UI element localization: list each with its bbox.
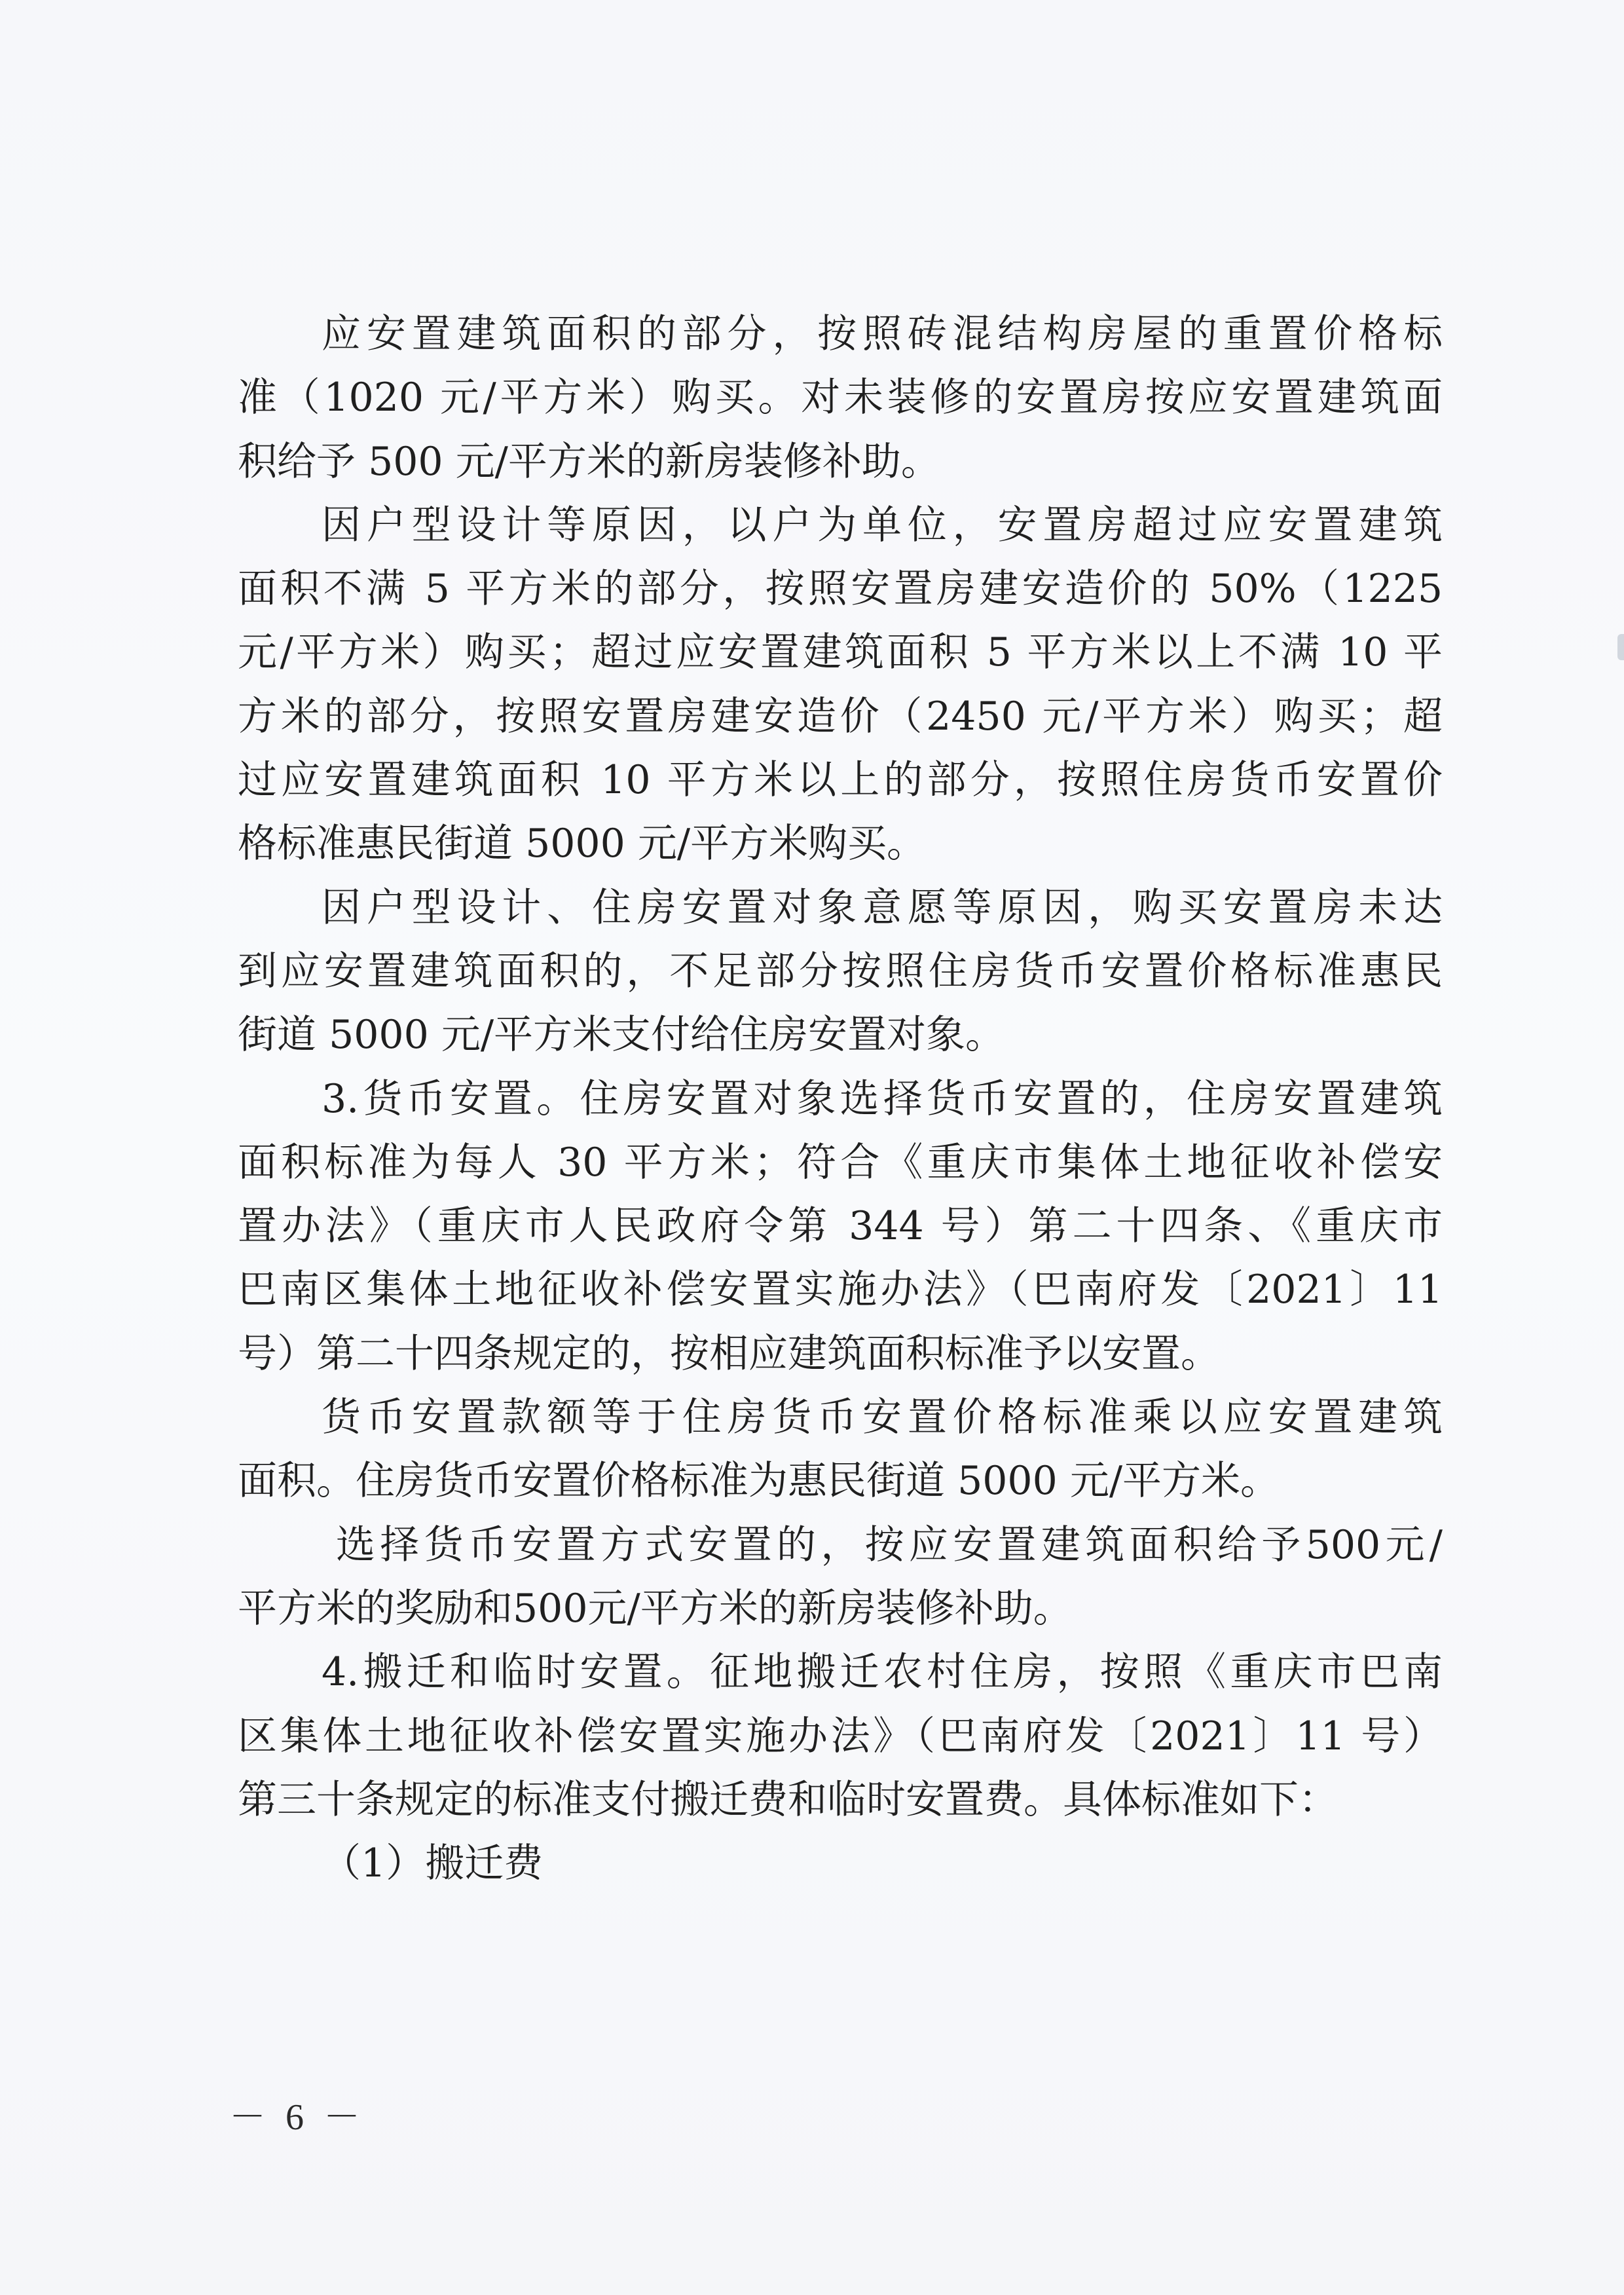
body-line-1: 应安置建筑面积的部分，按照砖混结构房屋的重置价格标 bbox=[322, 311, 1443, 357]
body-line-14: 面积标准为每人 30 平方米；符合《重庆市集体土地征收补偿安 bbox=[238, 1139, 1443, 1185]
body-line-5: 面积不满 5 平方米的部分，按照安置房建安造价的 50%（1225 bbox=[238, 566, 1443, 612]
document-body bbox=[238, 303, 1443, 1895]
page-number: － 6 － bbox=[229, 2097, 365, 2138]
body-line-13: 3.货币安置。住房安置对象选择货币安置的，住房安置建筑 bbox=[322, 1075, 1443, 1122]
body-line-11: 到应安置建筑面积的，不足部分按照住房货币安置价格标准惠民 bbox=[238, 948, 1443, 994]
body-line-21: 平方米的奖励和500元/平方米的新房装修补助。 bbox=[238, 1585, 1073, 1632]
scan-edge-mark bbox=[1617, 634, 1624, 660]
body-line-19: 面积。住房货币安置价格标准为惠民街道 5000 元/平方米。 bbox=[238, 1458, 1280, 1504]
body-line-3: 积给予 500 元/平方米的新房装修补助。 bbox=[238, 438, 940, 485]
body-line-18: 货币安置款额等于住房货币安置价格标准乘以应安置建筑 bbox=[322, 1394, 1443, 1441]
body-line-10: 因户型设计、住房安置对象意愿等原因，购买安置房未达 bbox=[322, 884, 1443, 931]
body-line-20: 选择货币安置方式安置的，按应安置建筑面积给予500元/ bbox=[336, 1521, 1443, 1568]
body-line-6: 元/平方米）购买；超过应安置建筑面积 5 平方米以上不满 10 平 bbox=[238, 629, 1443, 676]
body-line-24: 第三十条规定的标准支付搬迁费和临时安置费。具体标准如下： bbox=[238, 1776, 1338, 1823]
body-line-9: 格标准惠民街道 5000 元/平方米购买。 bbox=[238, 821, 927, 867]
body-line-2: 准（1020 元/平方米）购买。对未装修的安置房按应安置建筑面 bbox=[238, 375, 1443, 421]
body-line-17: 号）第二十四条规定的，按相应建筑面积标准予以安置。 bbox=[238, 1330, 1220, 1377]
body-line-7: 方米的部分，按照安置房建安造价（2450 元/平方米）购买；超 bbox=[238, 693, 1443, 739]
body-line-8: 过应安置建筑面积 10 平方米以上的部分，按照住房货币安置价 bbox=[238, 757, 1443, 804]
body-line-25: （1）搬迁费 bbox=[322, 1840, 544, 1887]
body-line-23: 区集体土地征收补偿安置实施办法》（巴南府发〔2021〕11 号） bbox=[238, 1713, 1443, 1759]
body-line-22: 4.搬迁和临时安置。征地搬迁农村住房，按照《重庆市巴南 bbox=[322, 1649, 1443, 1696]
body-line-15: 置办法》（重庆市人民政府令第 344 号）第二十四条、《重庆市 bbox=[238, 1203, 1443, 1250]
body-line-4: 因户型设计等原因，以户为单位，安置房超过应安置建筑 bbox=[322, 502, 1443, 548]
body-line-12: 街道 5000 元/平方米支付给住房安置对象。 bbox=[238, 1012, 1005, 1058]
body-line-16: 巴南区集体土地征收补偿安置实施办法》（巴南府发〔2021〕11 bbox=[238, 1267, 1443, 1313]
